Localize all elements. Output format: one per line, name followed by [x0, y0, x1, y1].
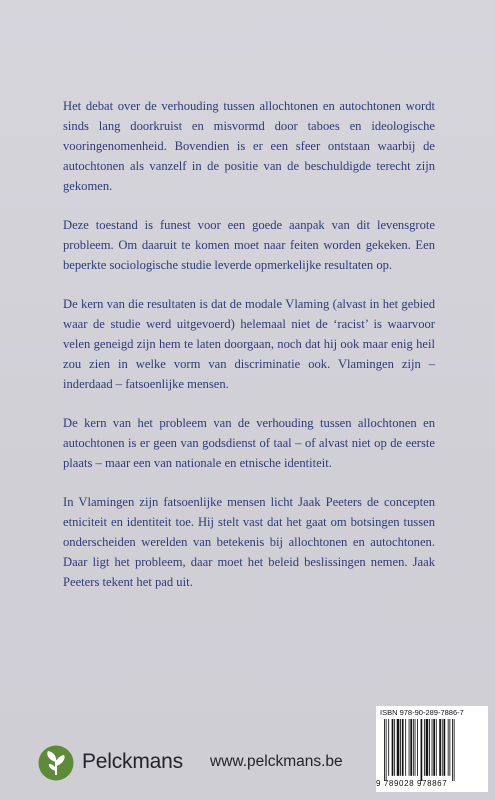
barcode-bar — [433, 719, 435, 776]
barcode-bar — [421, 719, 423, 781]
isbn-label: ISBN 978-90-289-7886-7 — [380, 708, 464, 717]
paragraph-2: Deze toestand is funest voor een goede aanpak van dit levensgrote probleem. Om daaruit te komen moet naar feiten worden gekeken. Een beperkte sociologische studie leverde opmerkelijke resultaten op. — [63, 218, 435, 272]
paragraph-5 — [63, 492, 435, 592]
barcode-bar — [429, 719, 430, 776]
barcode-bar — [409, 719, 410, 776]
barcode-bar — [417, 719, 418, 776]
barcode-bar — [400, 719, 401, 776]
barcode-bar — [454, 719, 455, 781]
publisher-url[interactable]: www.pelckmans.be — [210, 753, 343, 770]
blurb-text — [63, 96, 435, 611]
barcode-bar — [402, 719, 404, 776]
barcode-bar — [413, 719, 414, 776]
barcode-bar — [424, 719, 425, 776]
barcode-bar — [452, 719, 453, 781]
barcode-bar — [397, 719, 400, 776]
barcode-bar — [432, 719, 433, 776]
isbn-barcode-box — [376, 706, 488, 792]
barcode-bar — [394, 719, 395, 776]
barcode-bar — [448, 719, 449, 776]
barcode-bar — [384, 719, 385, 781]
barcode-bar — [426, 719, 429, 776]
pelckmans-leaf-icon — [38, 745, 74, 781]
book-title: Vlamingen zijn fatsoenlijke mensen — [78, 495, 266, 509]
barcode-bar — [405, 719, 406, 776]
barcode-bar — [388, 719, 389, 776]
paragraph-5-rest: licht Jaak Peeters de concepten etniciteit en identiteit toe. Hij stelt vast dat het gaat om botsingen tussen onderscheiden werelden van betekenis bij allochtonen en autochtonen. Daar ligt het probleem, daar moet het beleid beslissingen nemen. Jaak Peeters tekent het pad uit. — [63, 495, 435, 589]
paragraph-4: De kern van het probleem van de verhouding tussen allochtonen en autochtonen is er geen van godsdienst of taal – of alvast niet op de eerste plaats – maar een van nationale en etnische identiteit. — [63, 416, 435, 470]
paragraph-3: De kern van die resultaten is dat de modale Vlaming (alvast in het gebied waar de studie werd uitgevoerd) helemaal niet de ‘racist’ is waarvoor velen geneigd zijn hem te laten doorgaan, noch dat hij ook maar enig heil zou zien in welke vorm van discriminatie ook. Vlamingen zijn – inderdaad – fatsoenlijke mensen. — [63, 297, 435, 391]
barcode-bar — [439, 719, 441, 776]
barcode-bar — [442, 719, 443, 776]
paragraph-5-prefix: In — [63, 495, 79, 509]
barcode — [382, 719, 484, 781]
barcode-bar — [449, 719, 450, 776]
barcode-bar — [444, 719, 446, 776]
barcode-bar — [436, 719, 437, 776]
barcode-bar — [410, 719, 412, 776]
barcode-bar — [386, 719, 387, 781]
publisher-name: Pelckmans — [82, 750, 183, 773]
barcode-digits: 9 789028 978867 — [376, 779, 448, 788]
paragraph-1: Het debat over de verhouding tussen allochtonen en autochtonen wordt sinds lang doorkruist en misvormd door taboes en ideologische vooringenomenheid. Bovendien is er een sfeer ontstaan waarbij de autochtonen als vanzelf in de positie van de beschuldigde terecht zijn gekomen. — [63, 99, 435, 193]
barcode-bar — [392, 719, 394, 776]
barcode-bar — [415, 719, 416, 776]
